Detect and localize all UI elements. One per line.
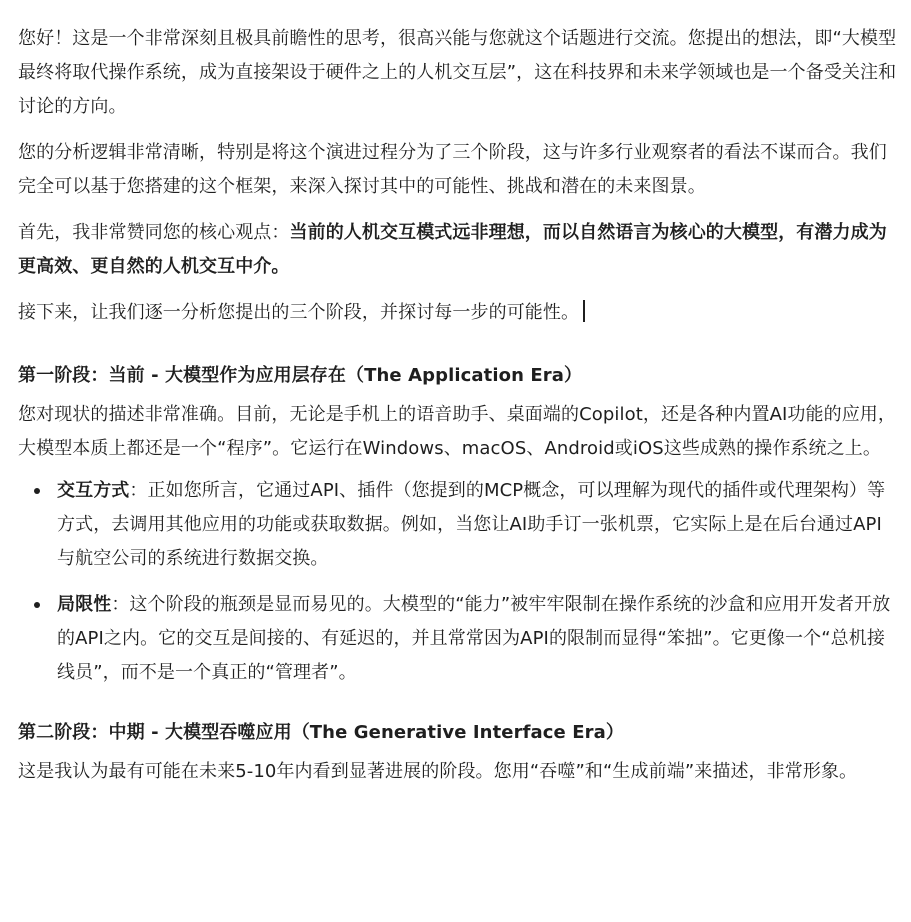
core-viewpoint-paragraph	[18, 216, 897, 284]
bullet-text: ：正如您所言，它通过API、插件（您提到的MCP概念，可以理解为现代的插件或代理架构）等方式，去调用其他应用的功能或获取数据。例如，当您让AI助手订一张机票，它实际上是在后台通过API与航空公司的系统进行数据交换。	[57, 480, 886, 569]
core-viewpoint-bold: 当前的人机交互模式远非理想，而以自然语言为核心的大模型，有潜力成为更高效、更自然的人机交互中介。	[18, 222, 887, 277]
bullet-dot-icon	[34, 602, 40, 608]
section2-heading: 第二阶段：中期 - 大模型吞噬应用（The Generative Interface Era）	[18, 722, 624, 743]
section1-heading: 第一阶段：当前 - 大模型作为应用层存在（The Application Era）	[18, 365, 583, 386]
analysis-paragraph: 您的分析逻辑非常清晰，特别是将这个演进过程分为了三个阶段，这与许多行业观察者的看法不谋而合。我们完全可以基于您搭建的这个框架，来深入探讨其中的可能性、挑战和潜在的未来图景。	[18, 142, 887, 197]
list-item	[18, 474, 897, 576]
bullet-dot-icon	[34, 488, 40, 494]
bullet-label: 局限性	[57, 594, 112, 615]
transition-paragraph	[18, 296, 897, 330]
text-cursor	[583, 300, 585, 322]
bullet-label: 交互方式	[57, 480, 130, 501]
section1-intro: 您对现状的描述非常准确。目前，无论是手机上的语音助手、桌面端的Copilot，还是各种内置AI功能的应用，大模型本质上都还是一个“程序”。它运行在Windows、macOS、Android或iOS这些成熟的操作系统之上。	[18, 404, 896, 459]
list-item	[18, 588, 897, 690]
intro-paragraph: 您好！这是一个非常深刻且极具前瞻性的思考，很高兴能与您就这个话题进行交流。您提出的想法，即“大模型最终将取代操作系统，成为直接架设于硬件之上的人机交互层”，这在科技界和未来学领域也是一个备受关注和讨论的方向。	[18, 28, 897, 117]
section1-bullet-list	[18, 474, 897, 690]
bullet-text: ：这个阶段的瓶颈是显而易见的。大模型的“能力”被牢牢限制在操作系统的沙盒和应用开发者开放的API之内。它的交互是间接的、有延迟的，并且常常因为API的限制而显得“笨拙”。它更像一个“总机接线员”，而不是一个真正的“管理者”。	[57, 594, 891, 683]
core-viewpoint-prefix: 首先，我非常赞同您的核心观点：	[18, 222, 290, 243]
section2-intro: 这是我认为最有可能在未来5-10年内看到显著进展的阶段。您用“吞噬”和“生成前端”来描述，非常形象。	[18, 761, 858, 782]
transition-text: 接下来，让我们逐一分析您提出的三个阶段，并探讨每一步的可能性。	[18, 302, 580, 323]
